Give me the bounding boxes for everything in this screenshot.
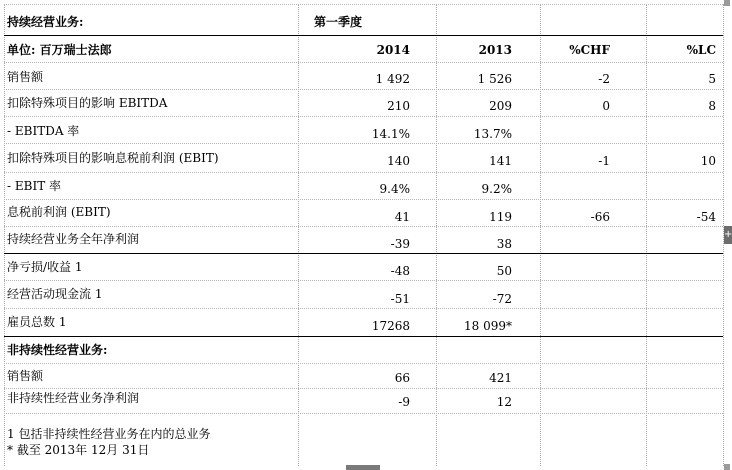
cell-2014: 66 [394, 371, 410, 385]
row-label: - EBITDA 率 [7, 124, 80, 138]
cell-lc: 10 [700, 154, 716, 168]
grid-line [4, 116, 723, 117]
footnote-2: * 截至 2013年 12月 31日 [7, 443, 150, 457]
discontinued-title: 非持续性经营业务: [7, 343, 108, 357]
row-label: 扣除特殊项目的影响息税前利润 (EBIT) [7, 151, 219, 165]
cell-2013: 209 [489, 99, 512, 113]
grid-line [4, 280, 723, 281]
cell-lc: 5 [708, 72, 716, 86]
row-label: 净亏损/收益 1 [7, 260, 83, 274]
grid-line [4, 143, 723, 144]
column-header-2014: 2014 [376, 43, 410, 57]
grid-line [4, 363, 723, 364]
cell-lc: 8 [708, 99, 716, 113]
cell-2013: 12 [496, 395, 512, 409]
cell-2013: 13.7% [473, 127, 512, 141]
scroll-corner [724, 0, 730, 6]
grid-line [436, 4, 437, 466]
resize-handle[interactable] [346, 465, 380, 470]
period-label: 第一季度 [314, 15, 363, 29]
cell-chf: -2 [598, 72, 610, 86]
cell-2013: 421 [489, 371, 512, 385]
row-label: - EBIT 率 [7, 179, 62, 193]
segment-title: 持续经营业务: [7, 15, 84, 29]
cell-2014: -48 [390, 264, 410, 278]
column-header-lc: %LC [686, 43, 716, 57]
grid-line [4, 172, 723, 173]
row-label: 经营活动现金流 1 [7, 287, 103, 301]
cell-2014: 210 [387, 99, 410, 113]
cell-2014: -9 [398, 395, 410, 409]
grid-line [298, 4, 299, 466]
cell-2013: 38 [496, 237, 512, 251]
row-label: 销售额 [7, 70, 44, 84]
cell-chf: -1 [598, 154, 610, 168]
row-label: 扣除特殊项目的影响 EBITDA [7, 96, 168, 110]
expand-handle[interactable]: + [724, 226, 732, 244]
section-rule [4, 336, 723, 337]
cell-2014: -51 [390, 292, 410, 306]
row-label: 雇员总数 1 [7, 315, 67, 329]
cell-2014: 140 [387, 154, 410, 168]
scroll-corner [724, 464, 730, 470]
section-rule [4, 253, 723, 254]
cell-2013: -72 [492, 292, 512, 306]
cell-2013: 119 [489, 210, 512, 224]
grid-line [4, 89, 723, 90]
cell-2014: -39 [390, 237, 410, 251]
header-rule [4, 35, 723, 36]
cell-2014: 9.4% [379, 182, 410, 196]
cell-2014: 14.1% [371, 127, 410, 141]
cell-2013: 18 099* [464, 319, 512, 333]
grid-line [4, 4, 5, 466]
cell-chf: 0 [602, 99, 610, 113]
grid-line [4, 413, 723, 414]
cell-2014: 1 492 [375, 72, 410, 86]
cell-2014: 17268 [371, 319, 410, 333]
grid-line [4, 308, 723, 309]
column-header-chf: %CHF [569, 43, 610, 57]
row-label: 持续经营业务全年净利润 [7, 232, 140, 246]
grid-line [4, 388, 723, 389]
cell-2014: 41 [394, 210, 410, 224]
unit-label: 单位: 百万瑞士法郎 [7, 43, 112, 57]
grid-line [4, 62, 723, 63]
column-header-2013: 2013 [478, 43, 512, 57]
cell-chf: -66 [590, 210, 610, 224]
cell-2013: 1 526 [477, 72, 512, 86]
cell-2013: 141 [489, 154, 512, 168]
row-label: 息税前利润 (EBIT) [7, 205, 111, 219]
footnote-1: 1 包括非持续性经营业务在内的总业务 [7, 427, 211, 441]
row-label: 非持续性经营业务净利润 [7, 391, 140, 405]
grid-line [4, 199, 723, 200]
cell-lc: -54 [696, 210, 716, 224]
grid-line [4, 4, 723, 5]
row-label: 销售额 [7, 369, 44, 383]
cell-2013: 9.2% [481, 182, 512, 196]
cell-2013: 50 [496, 264, 512, 278]
grid-line [4, 226, 723, 227]
